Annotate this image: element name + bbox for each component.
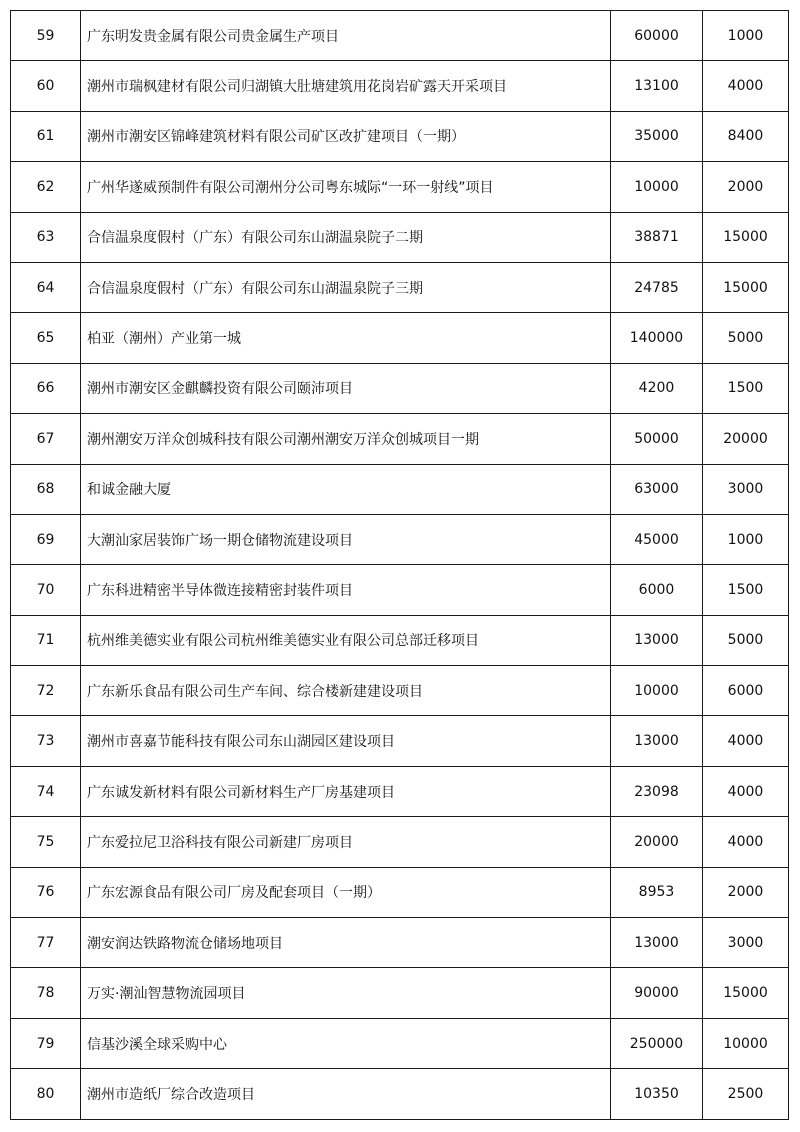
- table-row: [11, 716, 789, 766]
- annual-investment-cell: 2000: [703, 162, 789, 212]
- annual-investment-cell: 4000: [703, 766, 789, 816]
- annual-investment-cell: 4000: [703, 716, 789, 766]
- table-row: [11, 1018, 789, 1068]
- total-investment-cell: 38871: [611, 212, 703, 262]
- total-investment-cell: 10350: [611, 1069, 703, 1119]
- total-investment-cell: 63000: [611, 464, 703, 514]
- total-investment-cell: 60000: [611, 11, 703, 61]
- total-investment-cell: 250000: [611, 1018, 703, 1068]
- row-number-cell: 72: [11, 666, 81, 716]
- table-row: [11, 666, 789, 716]
- total-investment-cell: 13000: [611, 615, 703, 665]
- total-investment-cell: 45000: [611, 514, 703, 564]
- annual-investment-cell: 2000: [703, 867, 789, 917]
- project-name-cell: 潮安润达铁路物流仓储场地项目: [81, 918, 611, 968]
- row-number-cell: 59: [11, 11, 81, 61]
- table-row: [11, 918, 789, 968]
- total-investment-cell: 13000: [611, 918, 703, 968]
- row-number-cell: 79: [11, 1018, 81, 1068]
- annual-investment-cell: 10000: [703, 1018, 789, 1068]
- row-number-cell: 61: [11, 111, 81, 161]
- row-number-cell: 63: [11, 212, 81, 262]
- project-name-cell: 大潮汕家居装饰广场一期仓储物流建设项目: [81, 514, 611, 564]
- project-name-cell: 广东宏源食品有限公司厂房及配套项目（一期）: [81, 867, 611, 917]
- annual-investment-cell: 15000: [703, 262, 789, 312]
- project-name-cell: 信基沙溪全球采购中心: [81, 1018, 611, 1068]
- table-row: [11, 565, 789, 615]
- row-number-cell: 73: [11, 716, 81, 766]
- total-investment-cell: 24785: [611, 262, 703, 312]
- annual-investment-cell: 15000: [703, 968, 789, 1018]
- annual-investment-cell: 6000: [703, 666, 789, 716]
- table-row: [11, 111, 789, 161]
- table-row: [11, 817, 789, 867]
- annual-investment-cell: 1000: [703, 11, 789, 61]
- project-name-cell: 潮州市造纸厂综合改造项目: [81, 1069, 611, 1119]
- table-row: [11, 1069, 789, 1119]
- project-table: [10, 10, 789, 1120]
- table-row: [11, 514, 789, 564]
- annual-investment-cell: 5000: [703, 615, 789, 665]
- row-number-cell: 77: [11, 918, 81, 968]
- project-name-cell: 广州华遂威预制件有限公司潮州分公司粤东城际“一环一射线”项目: [81, 162, 611, 212]
- annual-investment-cell: 2500: [703, 1069, 789, 1119]
- project-name-cell: 合信温泉度假村（广东）有限公司东山湖温泉院子二期: [81, 212, 611, 262]
- total-investment-cell: 13000: [611, 716, 703, 766]
- project-name-cell: 和诚金融大厦: [81, 464, 611, 514]
- project-name-cell: 万实·潮汕智慧物流园项目: [81, 968, 611, 1018]
- table-row: [11, 414, 789, 464]
- table-row: [11, 61, 789, 111]
- project-name-cell: 潮州市喜嘉节能科技有限公司东山湖园区建设项目: [81, 716, 611, 766]
- row-number-cell: 65: [11, 313, 81, 363]
- project-name-cell: 潮州市瑞枫建材有限公司归湖镇大肚塘建筑用花岗岩矿露天开采项目: [81, 61, 611, 111]
- total-investment-cell: 140000: [611, 313, 703, 363]
- total-investment-cell: 4200: [611, 363, 703, 413]
- row-number-cell: 75: [11, 817, 81, 867]
- project-name-cell: 合信温泉度假村（广东）有限公司东山湖温泉院子三期: [81, 262, 611, 312]
- table-row: [11, 867, 789, 917]
- annual-investment-cell: 4000: [703, 61, 789, 111]
- project-name-cell: 潮州市潮安区锦峰建筑材料有限公司矿区改扩建项目（一期）: [81, 111, 611, 161]
- table-row: [11, 162, 789, 212]
- annual-investment-cell: 20000: [703, 414, 789, 464]
- annual-investment-cell: 1500: [703, 565, 789, 615]
- project-name-cell: 潮州市潮安区金麒麟投资有限公司颐沛项目: [81, 363, 611, 413]
- table-row: [11, 766, 789, 816]
- row-number-cell: 78: [11, 968, 81, 1018]
- annual-investment-cell: 15000: [703, 212, 789, 262]
- annual-investment-cell: 8400: [703, 111, 789, 161]
- table-row: [11, 363, 789, 413]
- row-number-cell: 67: [11, 414, 81, 464]
- annual-investment-cell: 3000: [703, 918, 789, 968]
- annual-investment-cell: 5000: [703, 313, 789, 363]
- table-row: [11, 212, 789, 262]
- table-row: [11, 968, 789, 1018]
- row-number-cell: 70: [11, 565, 81, 615]
- total-investment-cell: 23098: [611, 766, 703, 816]
- table-row: [11, 464, 789, 514]
- table-row: [11, 262, 789, 312]
- row-number-cell: 74: [11, 766, 81, 816]
- project-name-cell: 柏亚（潮州）产业第一城: [81, 313, 611, 363]
- row-number-cell: 62: [11, 162, 81, 212]
- row-number-cell: 80: [11, 1069, 81, 1119]
- project-name-cell: 广东新乐食品有限公司生产车间、综合楼新建建设项目: [81, 666, 611, 716]
- total-investment-cell: 50000: [611, 414, 703, 464]
- table-row: [11, 615, 789, 665]
- total-investment-cell: 6000: [611, 565, 703, 615]
- table-row: [11, 313, 789, 363]
- total-investment-cell: 35000: [611, 111, 703, 161]
- table-row: [11, 11, 789, 61]
- row-number-cell: 60: [11, 61, 81, 111]
- project-name-cell: 广东诚发新材料有限公司新材料生产厂房基建项目: [81, 766, 611, 816]
- project-name-cell: 潮州潮安万洋众创城科技有限公司潮州潮安万洋众创城项目一期: [81, 414, 611, 464]
- annual-investment-cell: 3000: [703, 464, 789, 514]
- table-body: [11, 11, 789, 1120]
- row-number-cell: 76: [11, 867, 81, 917]
- annual-investment-cell: 4000: [703, 817, 789, 867]
- total-investment-cell: 10000: [611, 666, 703, 716]
- project-name-cell: 广东明发贵金属有限公司贵金属生产项目: [81, 11, 611, 61]
- row-number-cell: 66: [11, 363, 81, 413]
- row-number-cell: 71: [11, 615, 81, 665]
- annual-investment-cell: 1500: [703, 363, 789, 413]
- project-name-cell: 杭州维美德实业有限公司杭州维美德实业有限公司总部迁移项目: [81, 615, 611, 665]
- row-number-cell: 69: [11, 514, 81, 564]
- total-investment-cell: 10000: [611, 162, 703, 212]
- row-number-cell: 64: [11, 262, 81, 312]
- project-name-cell: 广东爱拉尼卫浴科技有限公司新建厂房项目: [81, 817, 611, 867]
- annual-investment-cell: 1000: [703, 514, 789, 564]
- row-number-cell: 68: [11, 464, 81, 514]
- project-name-cell: 广东科进精密半导体微连接精密封装件项目: [81, 565, 611, 615]
- total-investment-cell: 90000: [611, 968, 703, 1018]
- total-investment-cell: 13100: [611, 61, 703, 111]
- total-investment-cell: 20000: [611, 817, 703, 867]
- total-investment-cell: 8953: [611, 867, 703, 917]
